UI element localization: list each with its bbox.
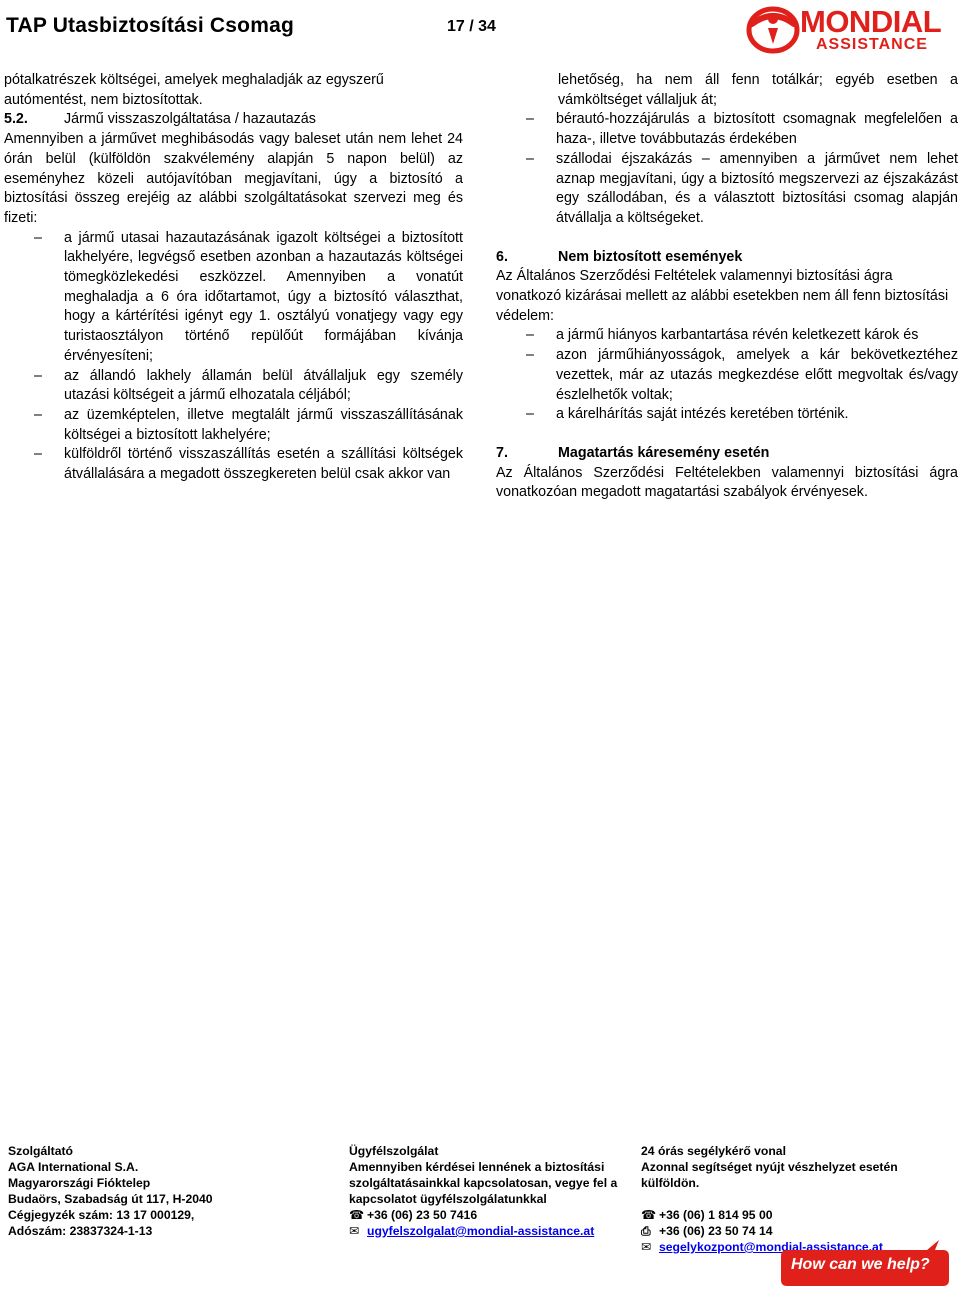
phone-number: +36 (06) 1 814 95 00 <box>659 1208 773 1222</box>
list-item: – szállodai éjszakázás – amennyiben a járművet nem lehet aznap megjavítani, úgy a biztosító megszervezi az éjszakázást egy szállodában, és a választott biztosítási csomag alapján átvállalja a költségeket. <box>496 150 958 229</box>
list-item: – az üzemképtelen, illetve megtalált jármű visszaszállításának költségei a biztosított lakhelyére; <box>4 406 463 445</box>
email-link[interactable]: segelykozpont@mondial-assistance.at <box>659 1240 883 1254</box>
footer-line: Szolgáltató <box>8 1144 74 1158</box>
left-column <box>4 71 463 485</box>
section-5-2-heading <box>4 110 463 130</box>
section-7-paragraph: Az Általános Szerződési Feltételekben valamennyi biztosítási ágra vonatkozóan megadott magatartási szabályok érvényesek. <box>496 464 958 501</box>
section-6-heading <box>496 248 958 268</box>
footer-line: 24 órás segélykérő vonal <box>641 1144 786 1158</box>
page-header <box>0 0 960 64</box>
section-7-heading <box>496 444 958 464</box>
footer-phone-line <box>349 1207 619 1223</box>
footer-line: Azonnal segítséget nyújt vészhelyzet esetén <box>641 1160 898 1174</box>
fax-icon: ⎙ <box>641 1224 651 1238</box>
mail-icon: ✉ <box>349 1224 360 1238</box>
footer-line: kapcsolatot ügyfélszolgálatunkkal <box>349 1192 547 1206</box>
section-number: 7. <box>496 444 508 461</box>
footer-line: szolgáltatásainkkal kapcsolatosan, vegye fel a <box>349 1176 618 1190</box>
footer-spacer <box>641 1191 941 1207</box>
footer-customer-service <box>349 1143 619 1239</box>
section-6-intro: Az Általános Szerződési Feltételek valamennyi biztosítási ágra vonatkozó kizárásai mellett az alábbi esetekben nem áll fenn biztosítási védelem: <box>496 268 949 324</box>
right-column <box>496 71 958 503</box>
list-item: – azon járműhiányosságok, amelyek a kár bekövetkeztéhez vezettek, már az utazás megkezdése előtt megvoltak és/vagy észlelhetők voltak; <box>496 346 958 405</box>
footer-provider <box>8 1143 328 1239</box>
footer-line: Magyarországi Fióktelep <box>8 1176 151 1190</box>
section-6-list <box>496 326 958 425</box>
list-item: – a kárelhárítás saját intézés keretében történik. <box>496 405 958 425</box>
footer-line: AGA International S.A. <box>8 1160 139 1174</box>
continuation-paragraph: pótalkatrészek költségei, amelyek meghaladják az egyszerű autómentést, nem biztosítottak. <box>4 72 384 108</box>
email-link[interactable]: ugyfelszolgalat@mondial-assistance.at <box>367 1224 595 1238</box>
footer-line: külföldön. <box>641 1176 700 1190</box>
logo-main-text: MONDIAL <box>800 4 942 39</box>
list-item: – külföldről történő visszaszállítás esetén a szállítási költségek átvállalására a megadott összegkereten belül csak akkor van <box>4 445 463 484</box>
section-5-2-intro: Amennyiben a járművet meghibásodás vagy baleset után nem lehet 24 órán belül (külföldön szakvélemény alapján 5 napon belül) az eseményhez közeli autójavítóban megjavítani, úgy a biztosító a biztosítási összeg erejéig az alábbi szolgáltatásokat szervezi meg és fizeti: <box>4 131 463 226</box>
list-item: – a jármű utasai hazautazásának igazolt költségei a biztosított lakhelyére, legvégső esetben azonban a hazautazás költségei tömegközlekedési eszközzel. Amennyiben a vonatút meghaladja a 6 óra időtartamot, úgy a biztosító választhat, hogy a kártérítési igényt egy 1. osztályú vonatjegy vagy egy turistaosztályon történő repülőút formájában kívánja érvényesíteni; <box>4 229 463 367</box>
section-number: 5.2. <box>4 111 28 128</box>
list-item: – az állandó lakhely államán belül átvállaljuk egy személy utazási költségeit a jármű elhozatala céljából; <box>4 367 463 406</box>
section-number: 6. <box>496 248 508 265</box>
fax-number: +36 (06) 23 50 74 14 <box>659 1224 773 1238</box>
left-dash-list <box>4 229 463 485</box>
list-item: – bérautó-hozzájárulás a biztosított csomagnak megfelelően a haza-, illetve továbbutazás érdekében <box>496 110 958 149</box>
list-item: – a jármű hiányos karbantartása révén keletkezett károk és <box>496 326 958 346</box>
footer-line: Ügyfélszolgálat <box>349 1144 439 1158</box>
right-dash-list <box>496 71 958 229</box>
phone-icon: ☎ <box>349 1208 365 1222</box>
footer-line: Budaörs, Szabadság út 117, H-2040 <box>8 1192 213 1206</box>
phone-icon: ☎ <box>641 1208 657 1222</box>
section-title: Magatartás káresemény esetén <box>558 444 770 461</box>
section-title: Nem biztosított események <box>558 248 743 265</box>
footer-line: Adószám: 23837324-1-13 <box>8 1224 153 1238</box>
logo-mark-icon <box>746 4 800 54</box>
list-item-continuation: lehetőség, ha nem áll fenn totálkár; egyéb esetben a vámköltséget vállaljuk át; <box>558 72 958 108</box>
footer-line: Amennyiben kérdései lennének a biztosítási <box>349 1160 605 1174</box>
help-badge[interactable] <box>779 1238 951 1288</box>
page-number: 17 / 34 <box>447 18 496 35</box>
logo-sub-text: ASSISTANCE <box>816 36 928 53</box>
footer-phone-line <box>641 1207 941 1223</box>
document-title: TAP Utasbiztosítási Csomag <box>6 14 294 37</box>
footer-fax-line <box>641 1223 941 1239</box>
footer-line: Cégjegyzék szám: 13 17 000129, <box>8 1208 195 1222</box>
section-title: Jármű visszaszolgáltatása / hazautazás <box>64 111 316 128</box>
mondial-logo <box>744 2 944 58</box>
phone-number: +36 (06) 23 50 7416 <box>367 1208 478 1222</box>
mail-icon: ✉ <box>641 1240 652 1254</box>
footer-email-line[interactable] <box>349 1223 619 1239</box>
help-badge-text: How can we help? <box>791 1256 930 1273</box>
